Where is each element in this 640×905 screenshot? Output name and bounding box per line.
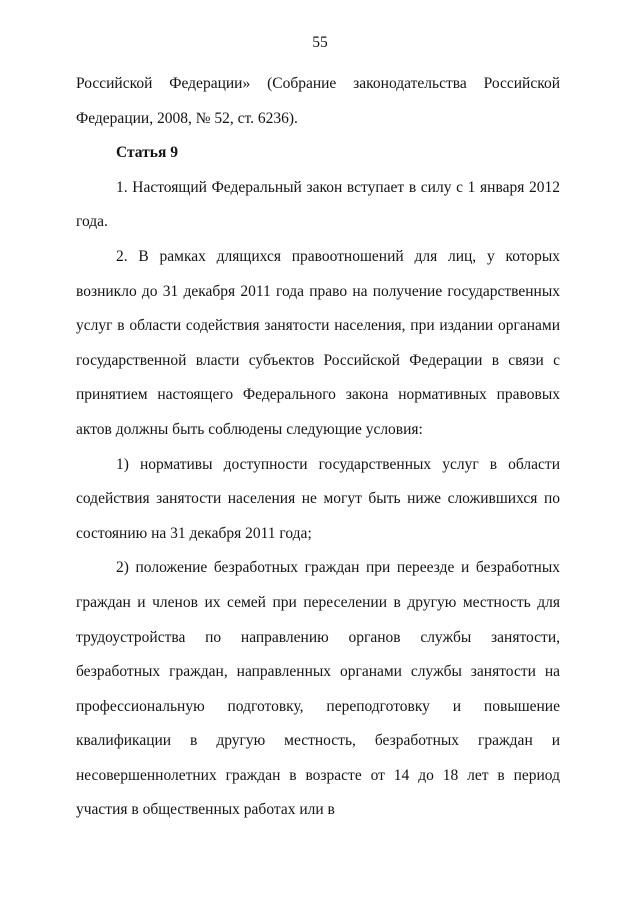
carry-over-paragraph: Российской Федерации» (Собрание законодательства Российской Федерации, 2008, № 52, ст. 6236). bbox=[76, 75, 560, 127]
article-heading: Статья 9 bbox=[116, 144, 178, 162]
paragraph-condition-1: 1) нормативы доступности государственных услуг в области содействия занятости населения не могут быть ниже сложившихся по состоянию на 31 декабря 2011 года; bbox=[76, 455, 560, 542]
page-number: 55 bbox=[312, 34, 328, 51]
paragraph-2: 2. В рамках длящихся правоотношений для лиц, у которых возникло до 31 декабря 2011 года право на получение государственных услуг в области содействия занятости населения, при издании органами государственной власти субъектов Российской Федерации в связи с принятием настоящего Федерального закона нормативных правовых актов должны быть соблюдены следующие условия: bbox=[76, 247, 560, 438]
document-body bbox=[76, 67, 560, 828]
paragraph-1: 1. Настоящий Федеральный закон вступает в силу с 1 января 2012 года. bbox=[76, 178, 560, 231]
paragraph-condition-2: 2) положение безработных граждан при переезде и безработных граждан и членов их семей при переселении в другую местность для трудоустройства по направлению органов службы занятости, безработных граждан, направленных органами службы занятости на профессиональную подготовку, переподготовку и повышение квалификации в другую местность, безработных граждан и несовершеннолетних граждан в возрасте от 14 до 18 лет в период участия в общественных работах или в bbox=[76, 559, 560, 819]
